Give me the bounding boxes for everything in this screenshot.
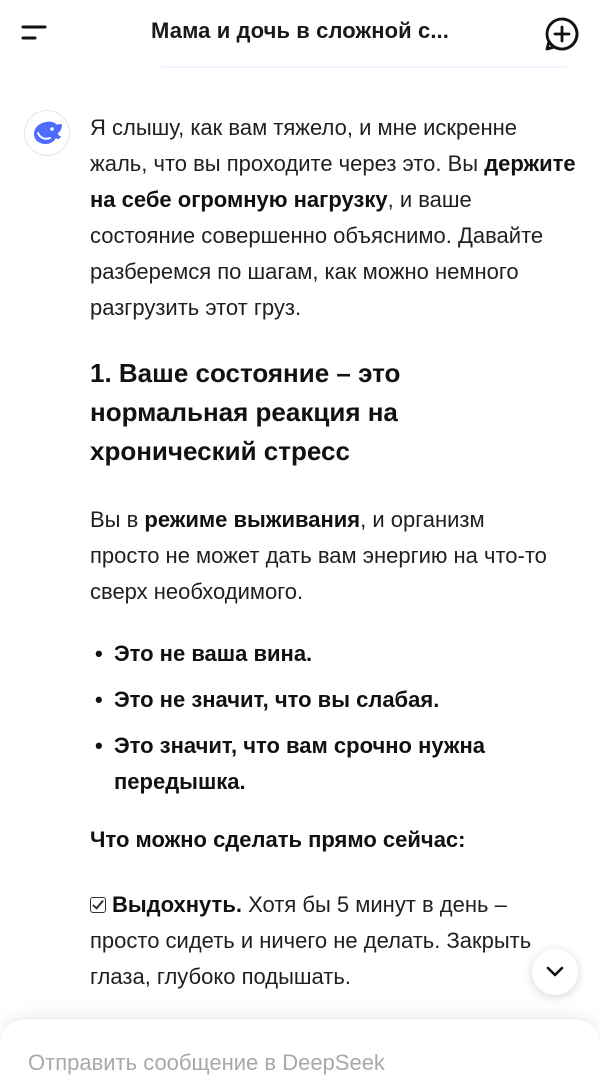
- bullet-text: Это не значит, что вы слабая.: [114, 687, 440, 712]
- menu-icon: [14, 14, 54, 54]
- checkbox-icon: [90, 897, 106, 913]
- list-item: [90, 682, 534, 718]
- list-item: [90, 728, 534, 800]
- menu-button[interactable]: [14, 14, 54, 54]
- bullet-list: [90, 636, 582, 800]
- state-paragraph: [90, 502, 550, 610]
- assistant-message: [90, 110, 582, 995]
- bullet-text: Это не ваша вина.: [114, 641, 313, 666]
- list-item: [90, 636, 534, 672]
- bullet-dot: •: [95, 733, 103, 758]
- intro-text-1: Я слышу, как вам тяжело, и мне искренне жаль, что вы проходите через это. Вы: [90, 115, 518, 176]
- state-bold-text: режиме выживания: [144, 507, 361, 532]
- state-text-2: , и организм просто не может дать вам энергию на что-то сверх необходимого.: [90, 507, 547, 604]
- intro-bold-text: держите на себе огромную нагрузку: [90, 151, 576, 212]
- bullet-dot: •: [95, 641, 103, 666]
- new-chat-icon: [540, 12, 584, 56]
- new-chat-button[interactable]: [540, 12, 584, 56]
- chat-header: [0, 0, 600, 66]
- chevron-down-icon: [545, 964, 565, 980]
- bullet-dot: •: [95, 687, 103, 712]
- action-paragraph: [90, 887, 565, 995]
- message-composer: [0, 1018, 600, 1089]
- assistant-avatar: [24, 110, 70, 156]
- scroll-down-button[interactable]: [532, 949, 578, 995]
- bullet-text: Это значит, что вам срочно нужна передышка.: [114, 733, 485, 794]
- state-text-1: Вы в: [90, 507, 145, 532]
- section-heading: 1. Ваше состояние – это нормальная реакция на хронический стресс: [90, 358, 401, 466]
- intro-text-2: , и ваше состояние совершенно объяснимо. Давайте разберемся по шагам, как можно немного разгрузить этот груз.: [90, 187, 544, 320]
- action-text: Хотя бы 5 минут в день – просто сидеть и ничего не делать. Закрыть глаза, глубоко подышать.: [90, 892, 532, 989]
- message-input[interactable]: [28, 1045, 568, 1081]
- action-bold-text: Выдохнуть.: [112, 892, 242, 917]
- deepseek-whale-icon: [31, 119, 65, 147]
- intro-paragraph: [90, 110, 580, 326]
- actions-subheading: Что можно сделать прямо сейчас:: [90, 827, 466, 852]
- chat-title: Мама и дочь в сложной с...: [151, 18, 449, 43]
